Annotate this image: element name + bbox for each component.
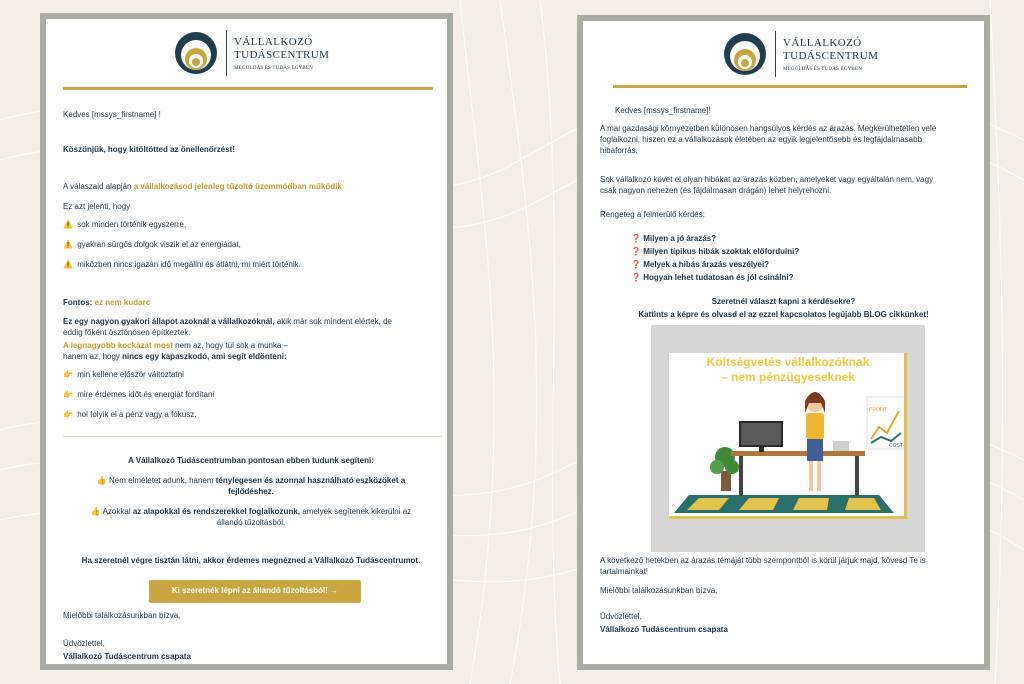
brand-name-line2: TUDÁSCENTRUM <box>783 49 879 62</box>
email-preview-left <box>40 13 453 670</box>
greeting: Kedves [mssys_firstname]! <box>615 106 711 115</box>
office-illustration <box>669 353 907 519</box>
important-line: Fontos: ez nem kudarc <box>63 298 151 307</box>
greeting: Kedves [mssys_firstname] ! <box>63 110 161 119</box>
warning-icon: ⚠️ <box>63 220 73 229</box>
question-mark-icon: ❓ <box>631 247 641 256</box>
questions-intro: Rengeteg a felmerülő kérdés: <box>600 210 705 219</box>
brand-name-line2: TUDÁSCENTRUM <box>234 48 330 61</box>
brand-tagline: MEGOLDÁS ÉS TUDÁS EGYBEN <box>234 65 314 71</box>
thumbs-up-icon: 👍 <box>90 507 101 516</box>
brand-logo <box>174 30 329 76</box>
intro-paragraph: A mai gazdasági környezetben különösen hangsúlyos kérdés az árazás. Megkerülhetetlen vele foglalkozni, hiszen ez a vállalkozások életében az egyik legjelentősebb és legfájdalmasabb hibaforrás. <box>600 124 937 155</box>
paragraph-biggest-risk: A legnagyobb kockázat most nem az, hogy túl sok a munka – hanem az, hogy nincs egy kapaszkodó, ami segít eldönteni: <box>63 341 289 361</box>
paragraph-common-state: Ez egy nagyon gyakori állapot azoknál a vállalkozóknál, akik már sok mindent elértek, de eddig főként ösztönösen építkeztek. <box>63 317 393 337</box>
pointing-hand-icon: 👉 <box>63 370 73 379</box>
mistakes-paragraph: Sok vállalkozó követ el olyan hibákat az árazás közben, amelyeket vagy egyáltalán nem, vagy csak nagyon nehezen (és fájdalmasan drágán) lehet helyrehozni. <box>600 175 934 195</box>
blog-article-image[interactable] <box>651 325 925 552</box>
regards-line: Üdvözlettel, <box>63 639 105 648</box>
help-heading: A Vállalkozó Tudáscentrumban pontosan ebben tudunk segíteni: <box>128 456 374 465</box>
question-mark-icon: ❓ <box>631 234 641 243</box>
signoff-line: Mielőbbi találkozásunkban bízva, <box>63 611 181 620</box>
result-highlight: a vállalkozásod jelenleg tűzoltó üzemmódban működik <box>133 182 342 191</box>
list-item: 👉 hol folyik el a pénz vagy a fókusz. <box>63 410 197 419</box>
header-gold-rule <box>63 87 433 90</box>
section-divider <box>63 436 443 437</box>
exit-firefighting-button[interactable]: Ki szeretnék lépni az állandó tűzoltásból! → <box>149 580 361 603</box>
list-item: 👉 min kellene először változtatni <box>63 370 184 379</box>
follow-paragraph: A következő hetekben az árazás témáját több szempontból is körül járjuk majd, kövesd Te is tartalmainkat! <box>600 556 926 576</box>
list-item: ❓ Milyen típikus hibák szoktak előfordulni? <box>631 247 800 256</box>
help-point-1: 👍 Nem elméletet adunk, hanem ténylegesen és azonnal használható eszközöket a fejlődéshez. <box>96 476 406 496</box>
list-item: ⚠️ miközben nincs igazán idő megállni és átlátni, mi miért történik. <box>63 260 301 269</box>
result-line: A válaszaid alapján a vállalkozásod jelenleg tűzoltó üzemmódban működik <box>63 182 342 191</box>
header-gold-rule <box>613 85 967 88</box>
logo-mark-icon <box>174 31 218 75</box>
chart-profit-label: PROFIT <box>869 407 888 413</box>
logo-mark-icon <box>723 32 767 76</box>
thumbs-up-icon: 👍 <box>96 476 107 485</box>
warning-icon: ⚠️ <box>63 260 73 269</box>
cta-blog-line: Kattints a képre és olvasd el az ezzel kapcsolatos legújabb BLOG cikkünket! <box>638 310 929 319</box>
list-item: ❓ Milyen a jó árazás? <box>631 234 717 243</box>
list-item: ⚠️ sok minden történik egyszerre, <box>63 220 187 229</box>
question-mark-icon: ❓ <box>631 260 641 269</box>
thanks-heading: Köszönjük, hogy kitöltötted az önellenőrzést! <box>63 145 236 154</box>
list-item: ❓ Hogyan lehet tudatosan és jól csinálni? <box>631 273 794 282</box>
closing-cta-text: Ha szeretnél végre tisztán látni, akkor érdemes megnézned a Vállalkozó Tudáscentrumot. <box>81 556 421 565</box>
cta-question: Szeretnél választ kapni a kérdésekre? <box>711 297 856 306</box>
brand-name-line1: VÁLLALKOZÓ <box>783 36 862 49</box>
brand-name-line1: VÁLLALKOZÓ <box>234 35 313 48</box>
brand-logo <box>723 31 878 77</box>
meaning-line: Ez azt jelenti, hogy <box>63 202 131 211</box>
blog-image-title: Költségvetés vállalkozóknak – nem pénzügyeseknek <box>706 355 870 384</box>
list-item: ❓ Melyek a hibás árazás veszélyei? <box>631 260 770 269</box>
question-mark-icon: ❓ <box>631 273 641 282</box>
chart-cost-label: COST <box>889 443 903 449</box>
regards-line: Üdvözlettel, <box>600 612 642 621</box>
pointing-hand-icon: 👉 <box>63 410 73 419</box>
email-preview-right <box>577 15 990 670</box>
brand-tagline: MEGOLDÁS ÉS TUDÁS EGYBEN <box>783 66 863 72</box>
team-signature: Vállalkozó Tudáscentrum csapata <box>600 625 728 634</box>
list-item: ⚠️ gyakran sürgős dolgok viszik el az energiádat, <box>63 240 241 249</box>
pointing-hand-icon: 👉 <box>63 390 73 399</box>
list-item: 👉 mire érdemes időt és energiát fordítani <box>63 390 215 399</box>
signoff-line: Mielőbbi találkozásunkban bízva, <box>600 586 718 595</box>
warning-icon: ⚠️ <box>63 240 73 249</box>
help-point-2: 👍 Azokkal az alapokkal és rendszerekkel foglalkozunk, amelyek segítenek kikerülni az állandó tűzoltásból. <box>90 507 412 527</box>
team-signature: Vállalkozó Tudáscentrum csapata <box>63 652 191 661</box>
